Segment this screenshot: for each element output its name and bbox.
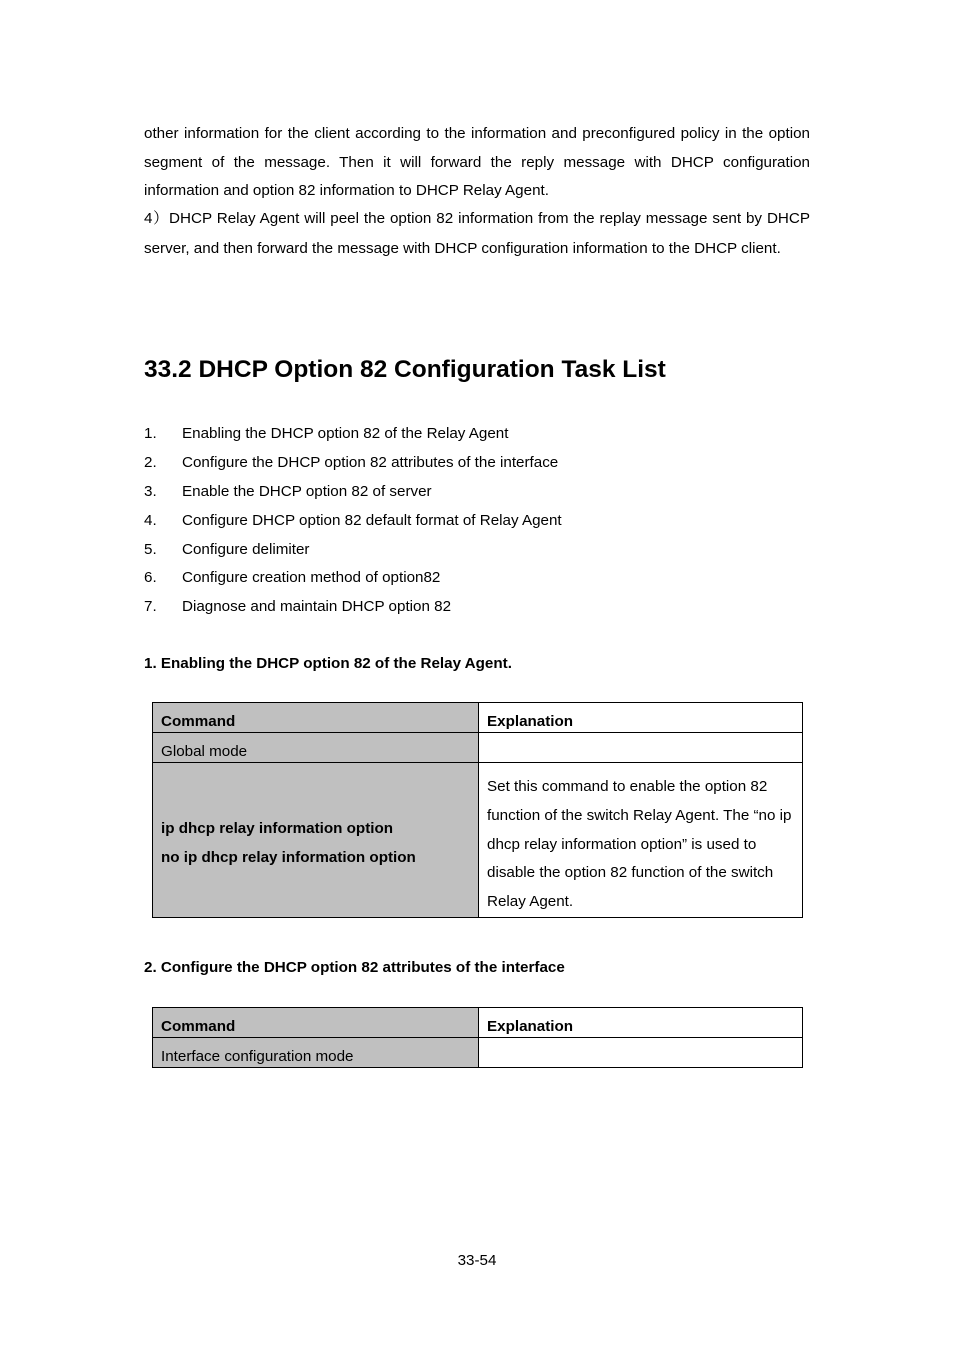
list-item: 6. Configure creation method of option82 <box>144 569 441 587</box>
list-item: 5. Configure delimiter <box>144 540 310 558</box>
table-header-row <box>153 1008 803 1038</box>
section-title: 33.2 DHCP Option 82 Configuration Task List <box>144 356 666 383</box>
subsection-heading-interface: 2. Configure the DHCP option 82 attributes of the interface <box>144 959 565 976</box>
list-item: 3. Enable the DHCP option 82 of server <box>144 482 432 500</box>
command-header: Command <box>153 703 479 733</box>
command-table-relay-agent <box>152 702 803 918</box>
command-cell <box>153 763 479 918</box>
list-item: 1. Enabling the DHCP option 82 of the Relay Agent <box>144 425 509 442</box>
command-header: Command <box>153 1008 479 1038</box>
list-item-text: Configure DHCP option 82 default format of Relay Agent <box>182 511 562 529</box>
list-item-text: Configure delimiter <box>182 540 310 558</box>
command-disable: no ip dhcp relay information option <box>161 848 416 866</box>
list-item: 4. Configure DHCP option 82 default format of Relay Agent <box>144 511 562 529</box>
table-row <box>153 763 803 918</box>
list-item-text: Diagnose and maintain DHCP option 82 <box>182 598 452 616</box>
empty-cell <box>479 733 803 763</box>
mode-cell: Global mode <box>153 733 479 763</box>
subsection-heading-relay-agent: 1. Enabling the DHCP option 82 of the Relay Agent. <box>144 655 512 672</box>
explanation-header: Explanation <box>479 1008 803 1038</box>
list-item-text: Enable the DHCP option 82 of server <box>182 482 432 500</box>
list-item: 7. Diagnose and maintain DHCP option 82 <box>144 598 452 616</box>
command-table-interface <box>152 1007 803 1068</box>
task-list <box>144 420 562 622</box>
step-4-paragraph: 4）DHCP Relay Agent will peel the option 82 information from the replay message sent by DHCP server, and then forward the message with DHCP configuration information to the DHCP client. <box>144 210 810 257</box>
command-enable: ip dhcp relay information option <box>161 819 394 837</box>
table-row <box>153 733 803 763</box>
mode-cell: Interface configuration mode <box>153 1038 479 1068</box>
list-item-text: Enabling the DHCP option 82 of the Relay Agent <box>182 425 509 442</box>
empty-cell <box>479 1038 803 1068</box>
page-number: 33-54 <box>457 1252 497 1269</box>
explanation-header: Explanation <box>479 703 803 733</box>
table-header-row <box>153 703 803 733</box>
list-item: 2. Configure the DHCP option 82 attributes of the interface <box>144 453 559 471</box>
table-row <box>153 1038 803 1068</box>
intro-paragraph: other information for the client according to the information and preconfigured policy in the option segment of the message. Then it will forward the reply message with DHCP configuration information and option 82 information to DHCP Relay Agent. <box>144 125 810 200</box>
explanation-cell: Set this command to enable the option 82 function of the switch Relay Agent. The “no ip dhcp relay information option” is used to disable the option 82 function of the switch Relay Agent. <box>479 763 803 918</box>
list-item-text: Configure creation method of option82 <box>182 569 441 587</box>
list-item-text: Configure the DHCP option 82 attributes of the interface <box>182 453 559 471</box>
